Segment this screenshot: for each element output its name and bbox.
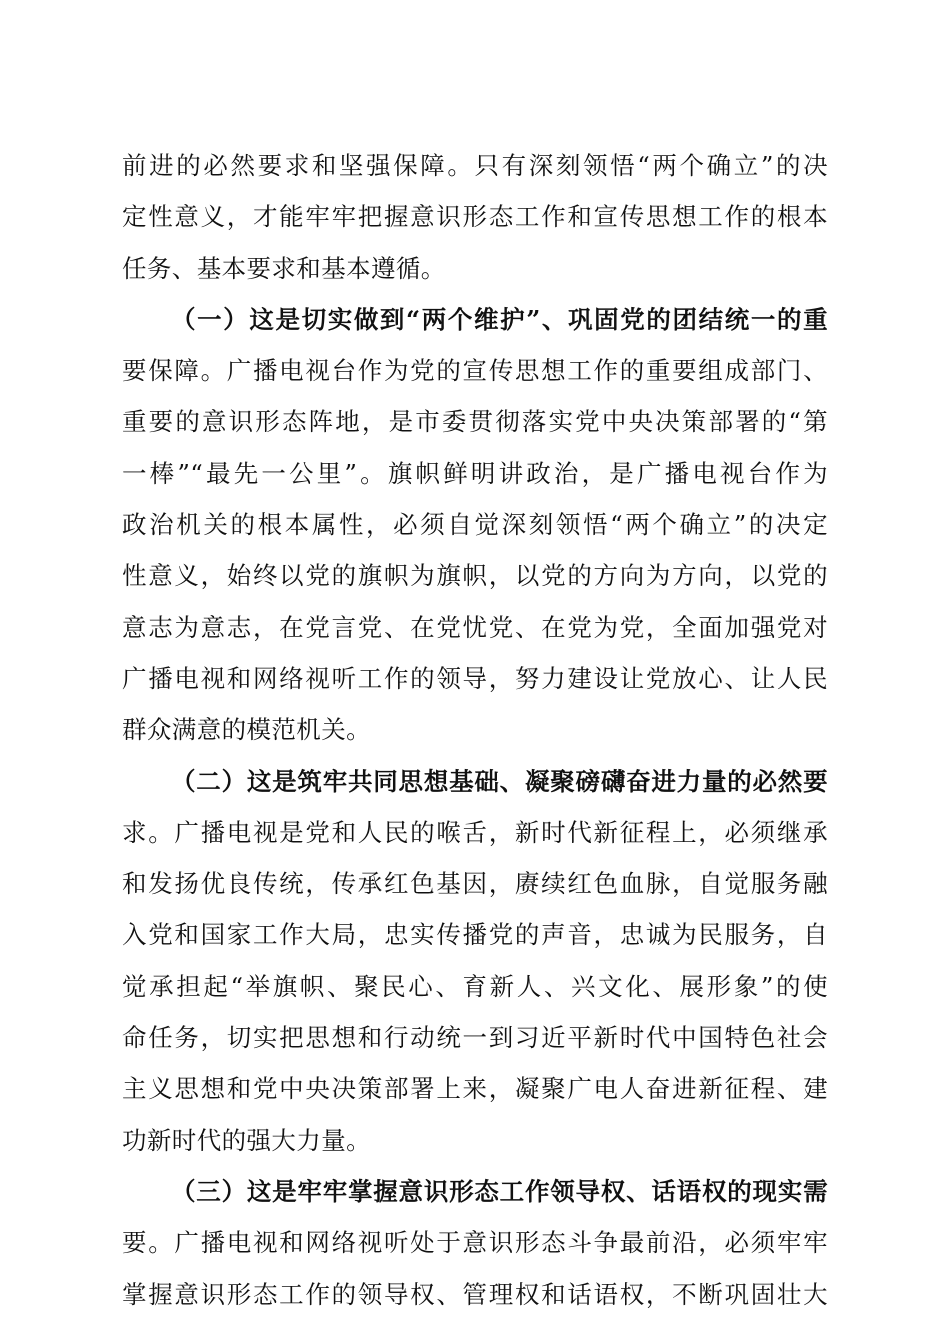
text-line: 政治机关的根本属性，必须自觉深刻领悟“两个确立”的决定	[122, 510, 828, 540]
section-heading: （三）这是牢牢掌握意识形态工作领导权、话语权的现实需	[171, 1176, 828, 1206]
text-line: 要。广播电视和网络视听处于意识形态斗争最前沿，必须牢牢	[122, 1228, 828, 1258]
paragraph-intro	[122, 140, 828, 294]
text-line: 广播电视和网络视听工作的领导，努力建设让党放心、让人民	[122, 663, 828, 693]
text-line: 定性意义，才能牢牢把握意识形态工作和宣传思想工作的根本	[122, 202, 828, 232]
text-line: 一棒”“最先一公里”。旗帜鲜明讲政治，是广播电视台作为	[122, 458, 828, 488]
section-heading: （二）这是筑牢共同思想基础、凝聚磅礴奋进力量的必然要	[171, 766, 828, 796]
text-line: 意志为意志，在党言党、在党忧党、在党为党，全面加强党对	[122, 612, 828, 642]
text-line: 群众满意的模范机关。	[122, 715, 371, 745]
text-line: 求。广播电视是党和人民的喉舌，新时代新征程上，必须继承	[122, 817, 828, 847]
text-line: 觉承担起“举旗帜、聚民心、育新人、兴文化、展形象”的使	[122, 971, 828, 1001]
text-line: 主义思想和党中央决策部署上来，凝聚广电人奋进新征程、建	[122, 1074, 828, 1104]
text-line: 前进的必然要求和坚强保障。只有深刻领悟“两个确立”的决	[122, 151, 828, 180]
paragraph-section-1	[122, 294, 828, 756]
text-line: 要保障。广播电视台作为党的宣传思想工作的重要组成部门、	[122, 356, 828, 386]
text-line: 命任务，切实把思想和行动统一到习近平新时代中国特色社会	[122, 1023, 828, 1053]
text-line: 和发扬优良传统，传承红色基因，赓续红色血脉，自觉服务融	[122, 869, 828, 899]
paragraph-section-2	[122, 756, 828, 1166]
document-body	[122, 140, 828, 1320]
text-line: 重要的意识形态阵地，是市委贯彻落实党中央决策部署的“第	[122, 407, 828, 437]
text-line: 入党和国家工作大局，忠实传播党的声音，忠诚为民服务，自	[122, 920, 828, 950]
text-line: 性意义，始终以党的旗帜为旗帜，以党的方向为方向，以党的	[122, 561, 828, 591]
paragraph-section-3	[122, 1166, 828, 1320]
text-line: 功新时代的强大力量。	[122, 1125, 371, 1155]
text-line: 任务、基本要求和基本遵循。	[122, 253, 446, 283]
section-heading: （一）这是切实做到“两个维护”、巩固党的团结统一的重	[171, 304, 828, 334]
text-line: 掌握意识形态工作的领导权、管理权和话语权，不断巩固壮大	[122, 1279, 828, 1309]
